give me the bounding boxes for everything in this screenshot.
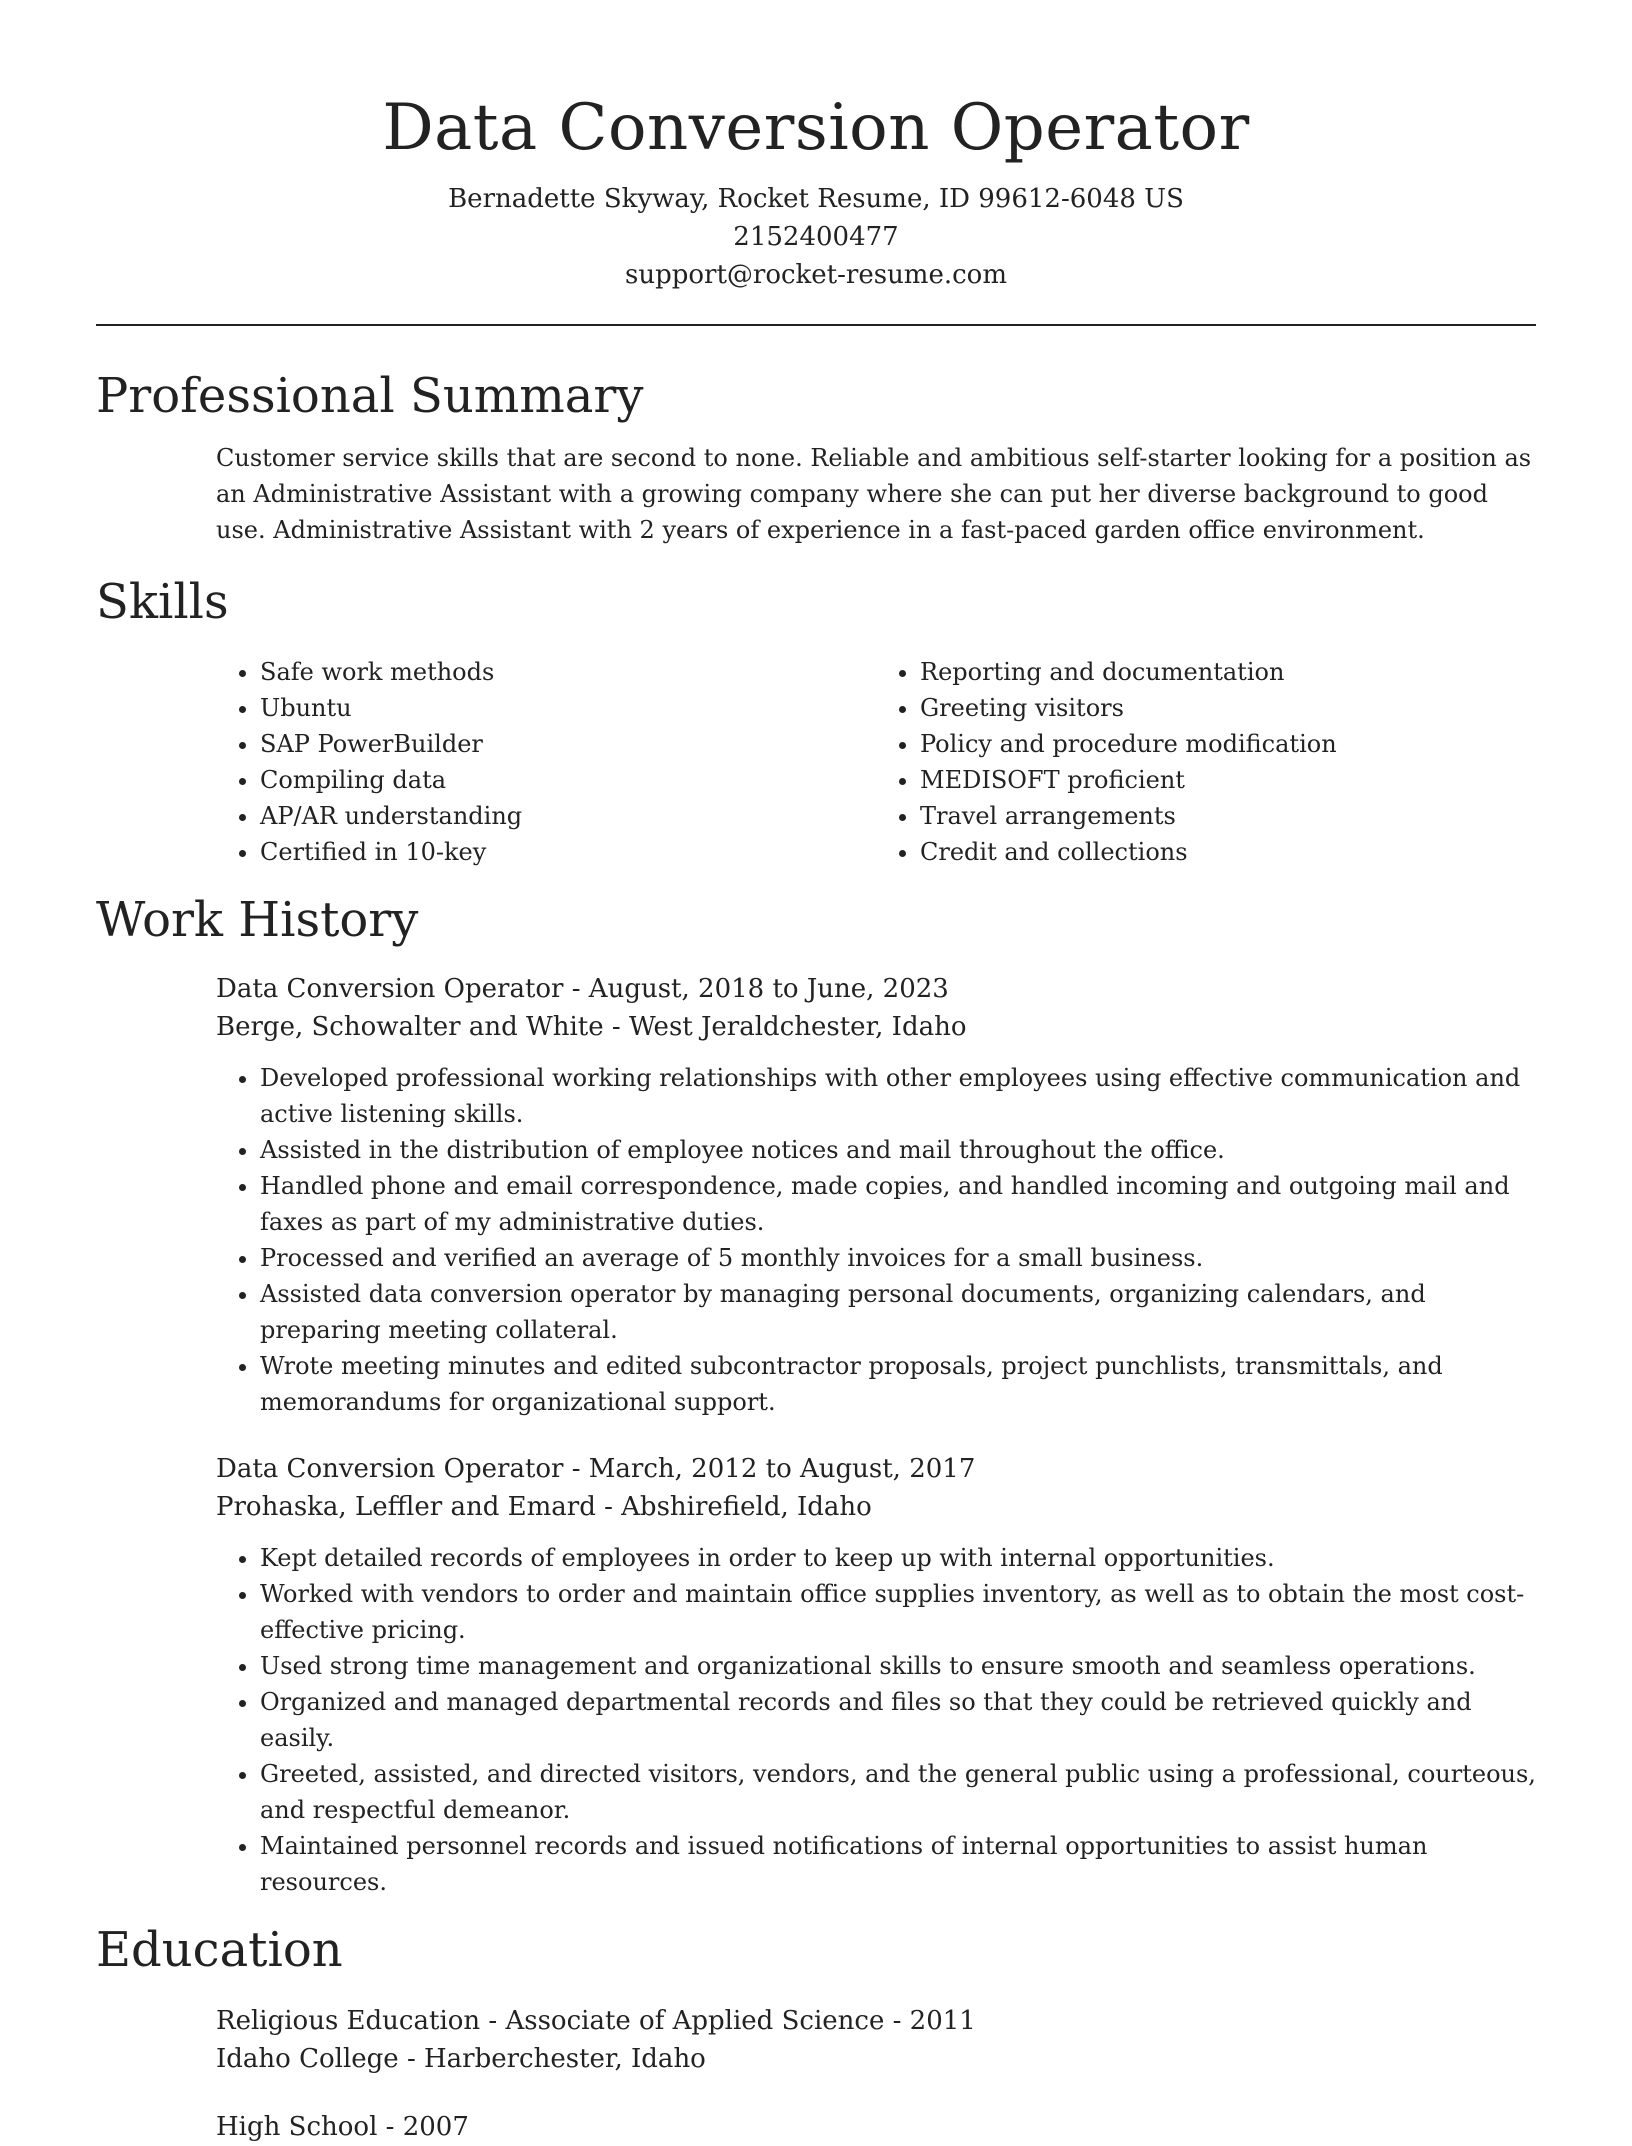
job-title: Data Conversion Operator <box>216 1454 564 1484</box>
job-bullets <box>216 1060 1536 1420</box>
skill-item: • Credit and collections <box>920 834 1536 870</box>
skill-item: • Greeting visitors <box>920 690 1536 726</box>
job-employer-line <box>216 1008 1536 1046</box>
job-dates: - March, 2012 to August, 2017 <box>563 1454 976 1484</box>
job-title-line <box>216 970 1536 1008</box>
skill-item: • AP/AR understanding <box>260 798 876 834</box>
job-bullet: • Used strong time management and organizational skills to ensure smooth and seamless operations. <box>260 1648 1536 1684</box>
job-employer: Prohaska, Leffler and Emard <box>216 1492 596 1522</box>
skill-item: • Certified in 10-key <box>260 834 876 870</box>
job-bullet: • Processed and verified an average of 5 monthly invoices for a small business. <box>260 1240 1536 1276</box>
job-bullet: • Handled phone and email correspondence, made copies, and handled incoming and outgoing mail and faxes as part of my administrative duties. <box>260 1168 1536 1240</box>
education-entry <box>216 2108 1536 2146</box>
job-bullet: • Kept detailed records of employees in order to keep up with internal opportunities. <box>260 1540 1536 1576</box>
skill-item: • Safe work methods <box>260 654 876 690</box>
summary-section <box>96 366 1536 548</box>
job-dates: - August, 2018 to June, 2023 <box>563 974 949 1004</box>
education-heading: Education <box>96 1922 343 1978</box>
job-employer: Berge, Schowalter and White <box>216 1012 604 1042</box>
job-bullet: • Developed professional working relationships with other employees using effective communication and active listening skills. <box>260 1060 1536 1132</box>
resume-page <box>96 0 1536 2146</box>
job-bullet: • Assisted in the distribution of employee notices and mail throughout the office. <box>260 1132 1536 1168</box>
job-bullet: • Assisted data conversion operator by managing personal documents, organizing calendars, and preparing meeting collateral. <box>260 1276 1536 1348</box>
skills-list-left <box>216 654 876 870</box>
job-title: Data Conversion Operator <box>216 974 564 1004</box>
job-bullet: • Worked with vendors to order and maintain office supplies inventory, as well as to obtain the most cost-effective pricing. <box>260 1576 1536 1648</box>
contact-address: Bernadette Skyway, Rocket Resume, ID 99612-6048 US <box>448 184 1184 214</box>
skill-item: • Compiling data <box>260 762 876 798</box>
job-bullets <box>216 1540 1536 1900</box>
education-section <box>96 1920 1536 2146</box>
education-degree-line: Religious Education - Associate of Applied Science - 2011 <box>216 2006 976 2036</box>
education-entry <box>216 2002 1536 2078</box>
skill-item: • MEDISOFT proficient <box>920 762 1536 798</box>
skills-section <box>96 572 1536 870</box>
skill-item: • Policy and procedure modification <box>920 726 1536 762</box>
contact-email: support@rocket-resume.com <box>624 260 1007 290</box>
job-entry <box>216 970 1536 1420</box>
job-bullet: • Organized and managed departmental records and files so that they could be retrieved quickly and easily. <box>260 1684 1536 1756</box>
resume-name: Data Conversion Operator <box>382 91 1250 165</box>
summary-text: Customer service skills that are second to none. Reliable and ambitious self-starter looking for a position as an Administrative Assistant with a growing company where she can put her diverse background to good use. Administrative Assistant with 2 years of experience in a fast-paced garden office environment. <box>216 444 1532 544</box>
education-school-line: Idaho College - Harberchester, Idaho <box>216 2044 706 2074</box>
summary-heading: Professional Summary <box>96 368 644 424</box>
job-title-line <box>216 1450 1536 1488</box>
skill-item: • Travel arrangements <box>920 798 1536 834</box>
skills-grid <box>216 654 1536 870</box>
skill-item: • Ubuntu <box>260 690 876 726</box>
skills-list-right <box>876 654 1536 870</box>
skill-item: • Reporting and documentation <box>920 654 1536 690</box>
work-history-section <box>96 890 1536 1900</box>
job-location: - Abshirefield, Idaho <box>595 1492 872 1522</box>
education-degree-line: High School - 2007 <box>216 2112 469 2142</box>
job-bullet: • Wrote meeting minutes and edited subcontractor proposals, project punchlists, transmittals, and memorandums for organizational support. <box>260 1348 1536 1420</box>
skill-item: • SAP PowerBuilder <box>260 726 876 762</box>
contact-block <box>96 180 1536 294</box>
contact-phone: 2152400477 <box>733 222 899 252</box>
job-bullet: • Greeted, assisted, and directed visitors, vendors, and the general public using a professional, courteous, and respectful demeanor. <box>260 1756 1536 1828</box>
job-entry <box>216 1450 1536 1900</box>
job-bullet: • Maintained personnel records and issued notifications of internal opportunities to assist human resources. <box>260 1828 1536 1900</box>
job-employer-line <box>216 1488 1536 1526</box>
job-location: - West Jeraldchester, Idaho <box>603 1012 967 1042</box>
skills-heading: Skills <box>96 574 229 630</box>
work-history-heading: Work History <box>96 892 419 948</box>
header-divider <box>96 324 1536 326</box>
